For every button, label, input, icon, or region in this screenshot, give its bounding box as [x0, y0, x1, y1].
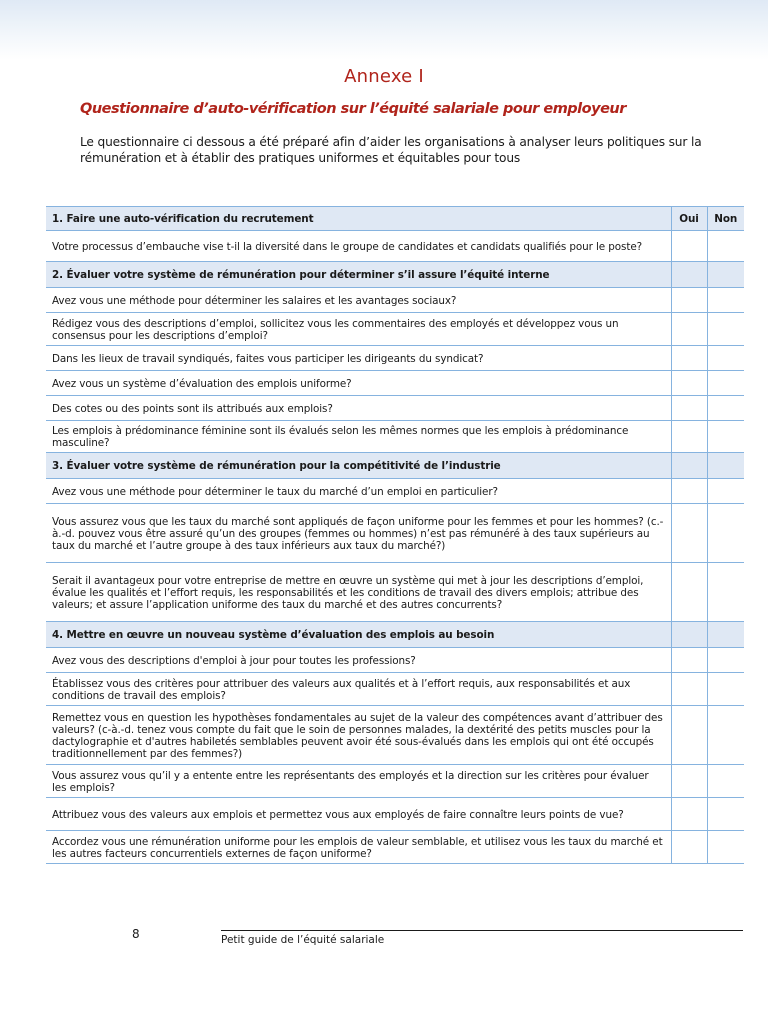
question-text: Attribuez vous des valeurs aux emplois et permettez vous aux employés de faire connaître leurs points de vue?	[46, 798, 671, 831]
oui-checkbox-cell[interactable]	[671, 231, 707, 262]
question-row	[46, 765, 744, 798]
question-text: Des cotes ou des points sont ils attribués aux emplois?	[46, 396, 671, 421]
section-row	[46, 622, 744, 648]
section-row	[46, 453, 744, 479]
non-checkbox-cell[interactable]	[707, 765, 744, 798]
annex-title: Annexe I	[344, 66, 424, 87]
question-row	[46, 313, 744, 346]
oui-checkbox-cell[interactable]	[671, 563, 707, 622]
question-text: Remettez vous en question les hypothèses fondamentales au sujet de la valeur des compétences avant d’attribuer des valeurs? (c-à.-d. tenez vous compte du fait que le soin de personnes malades, la dextérité des petits muscles pour la dactylographie et d'autres habiletés semblables peuvent avoir été sous-évalués dans les emplois qui ont été occupés traditionnellement par des femmes?)	[46, 706, 671, 765]
oui-checkbox-cell[interactable]	[671, 288, 707, 313]
non-checkbox-cell[interactable]	[707, 563, 744, 622]
oui-checkbox-cell[interactable]	[671, 346, 707, 371]
question-text: Avez vous un système d’évaluation des emplois uniforme?	[46, 371, 671, 396]
oui-checkbox-cell[interactable]	[671, 421, 707, 453]
oui-checkbox-cell[interactable]	[671, 396, 707, 421]
question-row	[46, 563, 744, 622]
question-text: Avez vous une méthode pour déterminer le taux du marché d’un emploi en particulier?	[46, 479, 671, 504]
question-text: Vous assurez vous que les taux du marché sont appliqués de façon uniforme pour les femmes et pour les hommes? (c.-à.-d. pouvez vous être assuré qu’un des groupes (femmes ou hommes) n’est pas rémunéré à des taux supérieurs au taux du marché et l’autre groupe à des taux inférieurs aux taux du marché?)	[46, 504, 671, 563]
non-column-header: Non	[707, 207, 744, 231]
oui-checkbox-cell[interactable]	[671, 831, 707, 864]
oui-checkbox-cell[interactable]	[671, 765, 707, 798]
oui-checkbox-cell[interactable]	[671, 479, 707, 504]
question-text: Avez vous des descriptions d'emploi à jour pour toutes les professions?	[46, 648, 671, 673]
question-row	[46, 231, 744, 262]
non-header-cell	[707, 622, 744, 648]
non-checkbox-cell[interactable]	[707, 396, 744, 421]
question-text: Avez vous une méthode pour déterminer les salaires et les avantages sociaux?	[46, 288, 671, 313]
non-checkbox-cell[interactable]	[707, 648, 744, 673]
non-checkbox-cell[interactable]	[707, 371, 744, 396]
document-subtitle: Questionnaire d’auto-vérification sur l’équité salariale pour employeur	[80, 101, 626, 117]
non-checkbox-cell[interactable]	[707, 479, 744, 504]
non-checkbox-cell[interactable]	[707, 831, 744, 864]
non-checkbox-cell[interactable]	[707, 673, 744, 706]
question-text: Votre processus d’embauche vise t-il la diversité dans le groupe de candidates et candidats qualifiés pour le poste?	[46, 231, 671, 262]
question-row	[46, 798, 744, 831]
question-text: Rédigez vous des descriptions d’emploi, sollicitez vous les commentaires des employés et développez vous un consensus pour les descriptions d’emploi?	[46, 313, 671, 346]
question-row	[46, 648, 744, 673]
oui-checkbox-cell[interactable]	[671, 371, 707, 396]
section-row	[46, 207, 744, 231]
oui-checkbox-cell[interactable]	[671, 798, 707, 831]
question-row	[46, 421, 744, 453]
section-title: 2. Évaluer votre système de rémunération pour déterminer s’il assure l’équité interne	[46, 262, 671, 288]
non-checkbox-cell[interactable]	[707, 346, 744, 371]
question-text: Établissez vous des critères pour attribuer des valeurs aux qualités et à l’effort requis, aux responsabilités et aux conditions de travail des emplois?	[46, 673, 671, 706]
footer-title: Petit guide de l’équité salariale	[221, 934, 385, 946]
question-row	[46, 479, 744, 504]
section-row	[46, 262, 744, 288]
page-number: 8	[132, 927, 140, 941]
question-text: Dans les lieux de travail syndiqués, faites vous participer les dirigeants du syndicat?	[46, 346, 671, 371]
non-header-cell	[707, 262, 744, 288]
non-checkbox-cell[interactable]	[707, 504, 744, 563]
oui-checkbox-cell[interactable]	[671, 313, 707, 346]
question-row	[46, 831, 744, 864]
oui-header-cell	[671, 622, 707, 648]
non-checkbox-cell[interactable]	[707, 706, 744, 765]
section-title: 3. Évaluer votre système de rémunération pour la compétitivité de l’industrie	[46, 453, 671, 479]
footer-rule	[221, 930, 743, 931]
non-header-cell	[707, 453, 744, 479]
intro-paragraph: Le questionnaire ci dessous a été préparé afin d’aider les organisations à analyser leurs politiques sur la rémunération et à établir des pratiques uniformes et équitables pour tous	[80, 135, 702, 165]
section-title: 4. Mettre en œuvre un nouveau système d’évaluation des emplois au besoin	[46, 622, 671, 648]
questionnaire-table	[46, 206, 744, 864]
question-row	[46, 706, 744, 765]
oui-header-cell	[671, 262, 707, 288]
oui-column-header: Oui	[671, 207, 707, 231]
oui-checkbox-cell[interactable]	[671, 504, 707, 563]
oui-checkbox-cell[interactable]	[671, 648, 707, 673]
non-checkbox-cell[interactable]	[707, 421, 744, 453]
oui-header-cell	[671, 453, 707, 479]
question-row	[46, 673, 744, 706]
question-row	[46, 396, 744, 421]
question-text: Vous assurez vous qu’il y a entente entre les représentants des employés et la direction sur les critères pour évaluer les emplois?	[46, 765, 671, 798]
question-text: Les emplois à prédominance féminine sont ils évalués selon les mêmes normes que les emplois à prédominance masculine?	[46, 421, 671, 453]
question-row	[46, 371, 744, 396]
non-checkbox-cell[interactable]	[707, 288, 744, 313]
non-checkbox-cell[interactable]	[707, 798, 744, 831]
oui-checkbox-cell[interactable]	[671, 673, 707, 706]
header-band	[0, 0, 768, 60]
question-row	[46, 346, 744, 371]
question-row	[46, 504, 744, 563]
question-text: Serait il avantageux pour votre entreprise de mettre en œuvre un système qui met à jour les descriptions d’emploi, évalue les qualités et l’effort requis, les responsabilités et les conditions de travail des divers emplois; attribue des valeurs; et assure l’application uniforme des taux du marché et des autres concurrents?	[46, 563, 671, 622]
non-checkbox-cell[interactable]	[707, 313, 744, 346]
question-row	[46, 288, 744, 313]
section-title: 1. Faire une auto-vérification du recrutement	[46, 207, 671, 231]
non-checkbox-cell[interactable]	[707, 231, 744, 262]
oui-checkbox-cell[interactable]	[671, 706, 707, 765]
question-text: Accordez vous une rémunération uniforme pour les emplois de valeur semblable, et utilisez vous les taux du marché et les autres facteurs concurrentiels externes de façon uniforme?	[46, 831, 671, 864]
